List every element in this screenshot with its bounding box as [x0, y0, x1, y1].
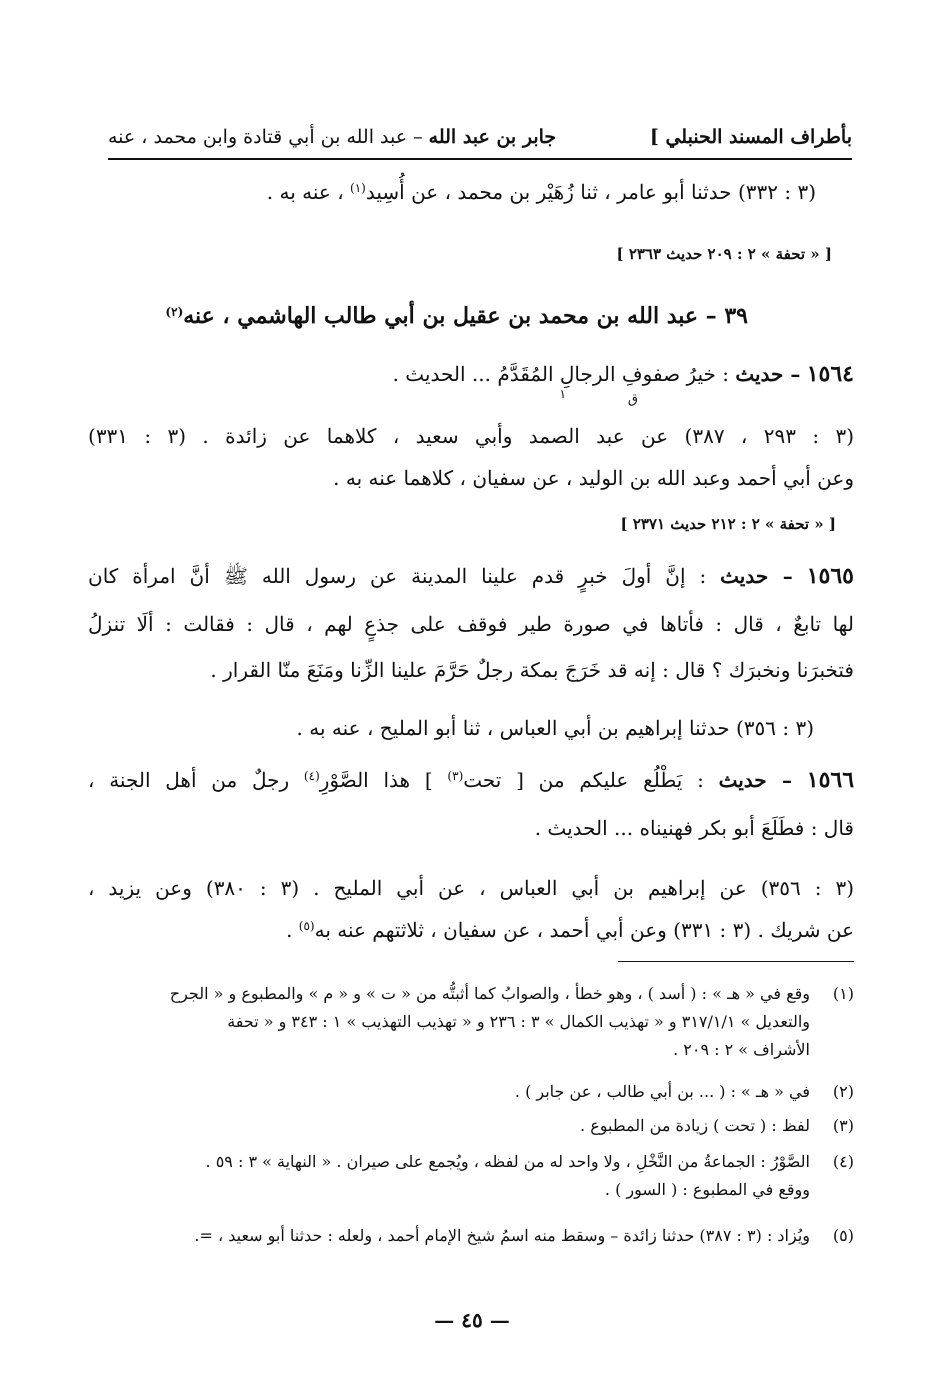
- isnad-1564-a: (٣ : ٢٩٣ ، ٣٨٧) عن عبد الصمد وأبي سعيد ، كلاهما عن زائدة . (٣ : ٣٣١): [88, 424, 855, 448]
- isnad-line-1-end: ، عنه به .: [266, 180, 344, 204]
- footnote-text: ويُزاد : (٣ : ٣٨٧) حدثنا زائدة – وسقط منه اسمُ شيخ الإمام أحمد ، ولعله : حدثنا أبو سعيد ، =.: [194, 1226, 810, 1245]
- hadith-1564: [393, 360, 854, 388]
- hadith-1566-line-1: [88, 766, 854, 794]
- isnad-1566-b-text: عن شريك . (٣ : ٣٣١) وعن أبي أحمد ، عن سفيان ، ثلاثتهم عنه به: [314, 918, 854, 942]
- hadith-1565-line-2: لها تابعٌ ، قال : فأتاها في صورة طير فوقف على جذعٍ لهم ، قال : فقالت : ألَا تنزلُ: [88, 612, 854, 636]
- header-rule: [108, 158, 852, 160]
- tuhfa-reference-2: [ « تحفة » ٢ : ٢١٢ حديث ٢٣٧١ ]: [620, 515, 836, 533]
- section-title-text: ٣٩ – عبد الله بن محمد بن عقيل بن أبي طالب الهاشمي ، عنه: [183, 303, 748, 329]
- hadith-number: ١٥٦٦: [806, 767, 855, 793]
- page-number: — ٤٥ —: [434, 1308, 510, 1332]
- hadith-text-b: ] هذا الصَّوْرِ: [319, 768, 433, 792]
- section-title: [165, 302, 748, 330]
- hadith-1564-mark: [628, 386, 638, 414]
- header-section-rest: – عبد الله بن أبي قتادة وابن محمد ، عنه: [108, 126, 429, 148]
- footnote-text: والتعديل » ٣١٧/١/١ و « تهذيب الكمال » ٣ : ٢٣٦ و « تهذيب التهذيب » ١ : ٣٤٣ و « تحفة: [227, 1012, 810, 1031]
- hadith-text: : خيرُ صفوفِ الرجالِ المُقَدَّمُ ... الحديث .: [392, 362, 729, 386]
- hadith-text-a: : يَطْلُع عليكم من [ تحت: [463, 768, 704, 792]
- header-section: [108, 126, 556, 148]
- tuhfa-reference-1: [ « تحفة » ٢ : ٢٠٩ حديث ٢٣٦٣ ]: [616, 245, 832, 263]
- header-book-title: بأطراف المسند الحنبلي ]: [649, 126, 852, 148]
- source-mark-2: ١: [559, 387, 566, 401]
- hadith-keyword: – حديث: [718, 768, 793, 792]
- running-header: [108, 126, 852, 156]
- footnote-ref-4: (٤): [303, 769, 320, 783]
- footnote-text: لفظ : ( تحت ) زيادة من المطبوع .: [580, 1116, 810, 1135]
- footnote-4: [94, 1148, 854, 1204]
- footnote-rule: [618, 961, 854, 962]
- footnote-number: (٣): [832, 1116, 854, 1135]
- hadith-text: : إنَّ أولَ خبرٍ قدم علينا المدينة عن رسول الله ﷺ أنَّ امرأة كان: [88, 564, 707, 588]
- footnote-2: [94, 1078, 854, 1106]
- footnote-ref-5: (٥): [298, 919, 315, 933]
- hadith-1564-mark-2: [560, 380, 566, 408]
- footnote-text: وقع في « هـ » : ( أسد ) ، وهو خطأ ، والصوابُ كما أثبتُّه من « ت » و « م » والمطبوع و « الجرح: [169, 984, 810, 1003]
- isnad-line-1-text: (٣ : ٣٣٢) حدثنا أبو عامر ، ثنا زُهَيْر بن محمد ، عن أُسِيد: [365, 180, 816, 204]
- footnote-ref-3: (٣): [447, 769, 464, 783]
- footnote-text: الأشراف » ٢ : ٢٠٩ .: [673, 1040, 810, 1059]
- footnote-1: [94, 980, 854, 1064]
- hadith-number: ١٥٦٤: [806, 361, 854, 387]
- footnote-number: (٥): [832, 1226, 854, 1245]
- footnote-number: (٢): [832, 1082, 854, 1101]
- hadith-1565-line-1: [88, 562, 854, 590]
- hadith-text-c: رجلٌ من أهل الجنة ،: [88, 768, 290, 792]
- footnote-text: في « هـ » : ( ... بن أبي طالب ، عن جابر ) .: [514, 1082, 810, 1101]
- footnote-number: (٤): [832, 1152, 854, 1171]
- footnote-3: [94, 1112, 854, 1140]
- footnote-text: الصَّوْرُ : الجماعةُ من النَّخْلِ ، ولا واحد له من لفظه ، ويُجمع على صيران . « النهاية » ٣ : ٥٩ .: [205, 1152, 810, 1171]
- hadith-number: ١٥٦٥: [806, 563, 854, 589]
- source-mark: ق: [627, 392, 638, 407]
- footnote-ref-2: (٢): [165, 305, 184, 319]
- isnad-1566-b: [286, 916, 854, 944]
- footnote-5: [94, 1222, 854, 1250]
- hadith-1566-line-2: قال : فطَلَعَ أبو بكر فهنيناه ... الحديث .: [534, 816, 854, 840]
- isnad-1566-a: (٣ : ٣٥٦) عن إبراهيم بن أبي العباس ، عن أبي المليح . (٣ : ٣٨٠) وعن يزيد ،: [88, 876, 855, 900]
- footnote-ref-1: (١): [350, 181, 366, 195]
- footnote-number: (١): [832, 984, 854, 1003]
- isnad-1565: (٣ : ٣٥٦) حدثنا إبراهيم بن أبي العباس ، ثنا أبو المليح ، عنه به .: [296, 716, 814, 740]
- hadith-keyword: – حديث: [720, 564, 793, 588]
- hadith-1565-line-3: فتخبرَنا ونخبرَك ؟ قال : إنه قد خَرَجَ بمكة رجلٌ حَرَّمَ علينا الزِّنا ومَنَعَ منّا القرار .: [210, 658, 854, 682]
- isnad-1564-b: وعن أبي أحمد وعبد الله بن الوليد ، عن سفيان ، كلاهما عنه به .: [333, 466, 854, 490]
- isnad-line-1: [267, 178, 816, 206]
- isnad-1566-b-end: .: [286, 918, 293, 942]
- hadith-keyword: – حديث: [735, 362, 801, 386]
- header-section-bold: جابر بن عبد الله: [428, 126, 557, 148]
- footnote-text: ووقع في المطبوع : ( السور ) .: [604, 1180, 810, 1199]
